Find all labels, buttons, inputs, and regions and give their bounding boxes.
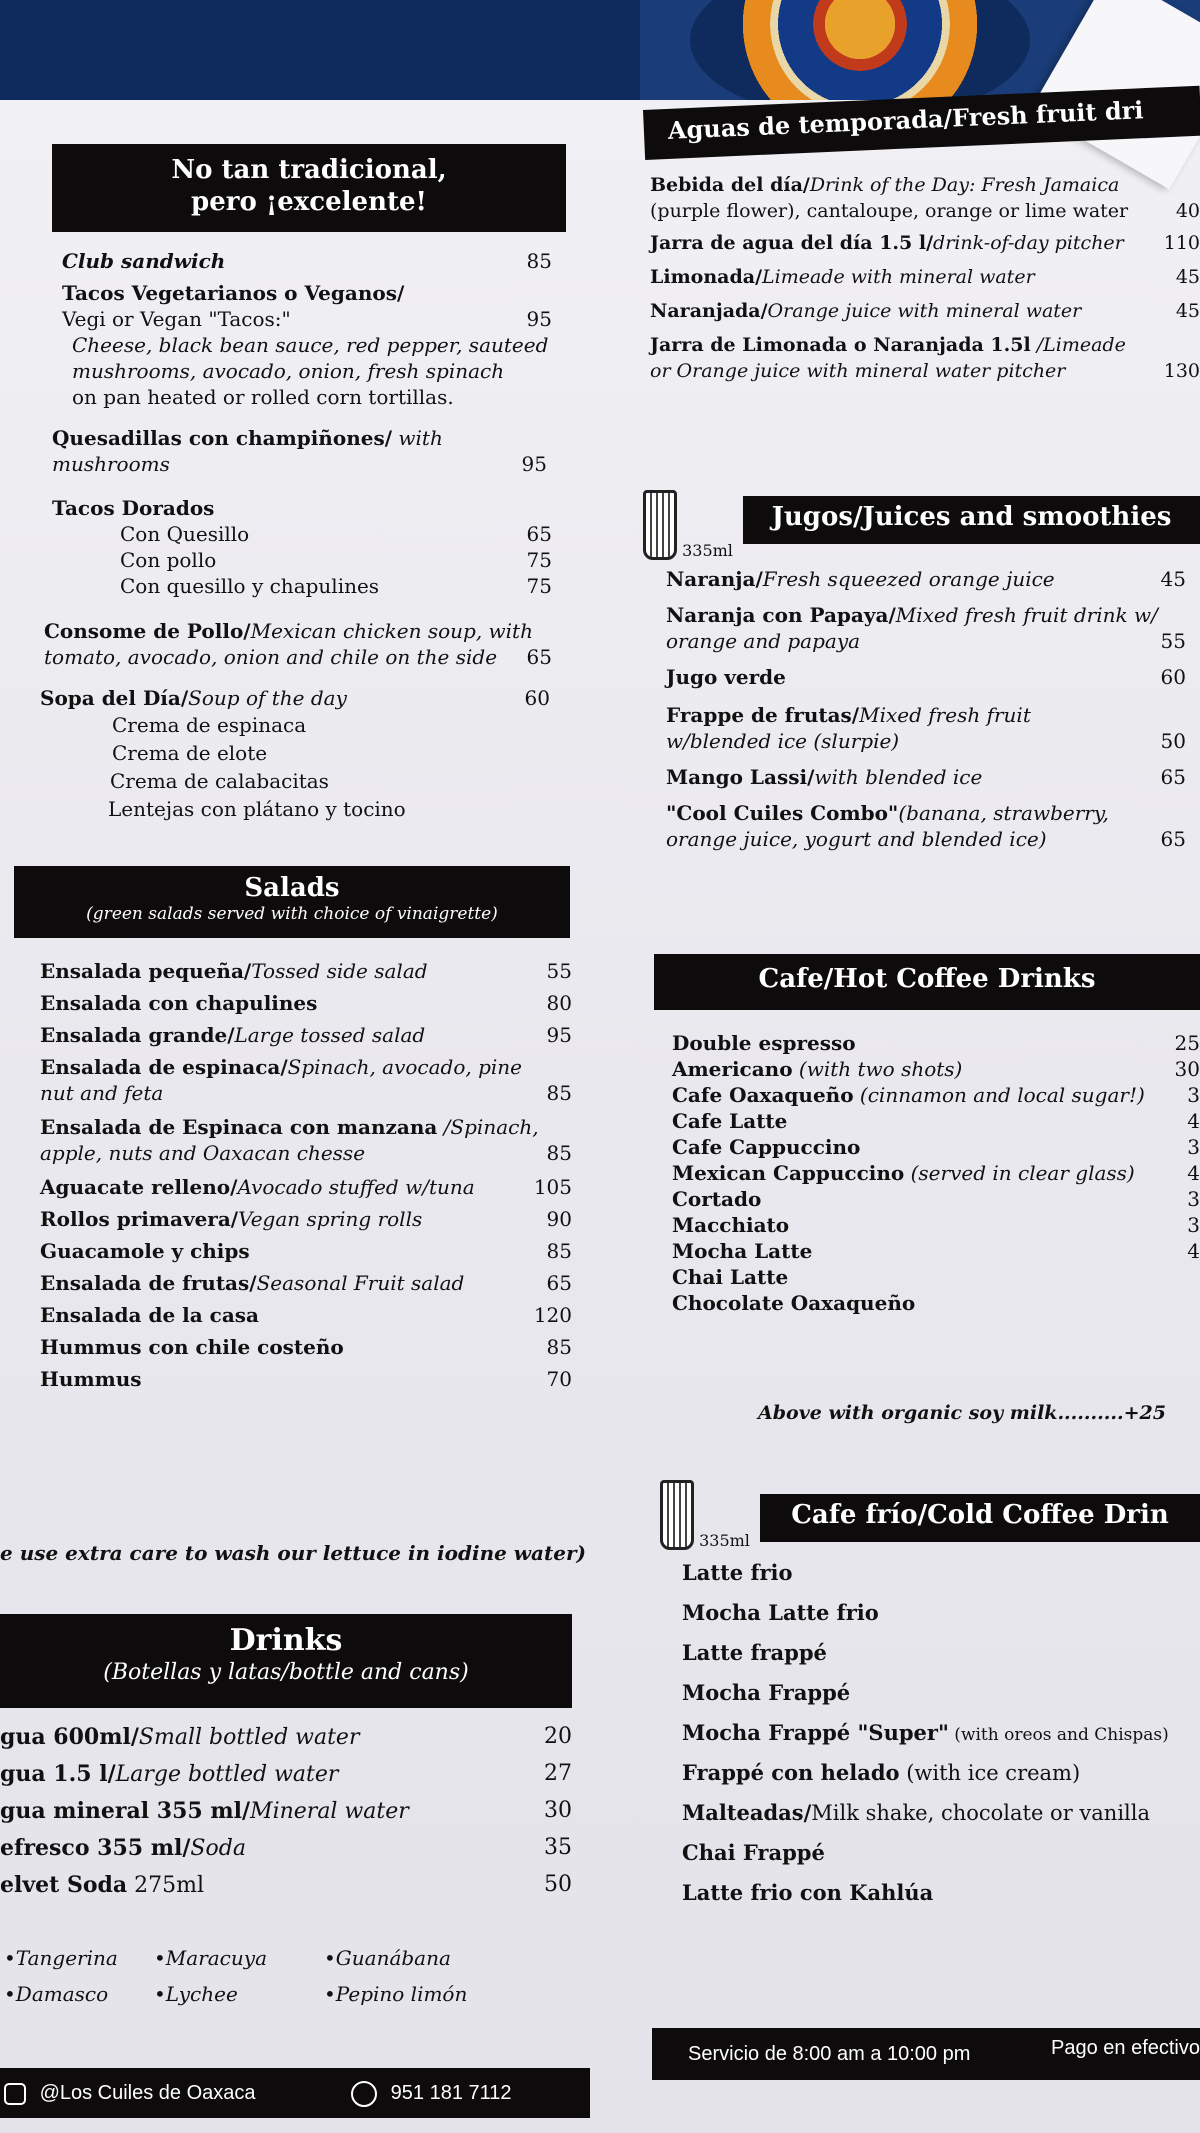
section-header-jugos — [643, 490, 1200, 560]
service-hours: Servicio de 8:00 am a 10:00 pm — [688, 2043, 971, 2065]
sopa-option: Crema de espinaca — [112, 713, 307, 737]
menu-item-cafe: Macchiato 3 — [672, 1213, 1200, 1237]
whatsapp-icon — [351, 2081, 377, 2107]
salads-list — [40, 958, 572, 1398]
glass-size: 335ml — [699, 1531, 750, 1550]
menu-item-salad: Ensalada grande/Large tossed salad 95 — [40, 1023, 572, 1047]
soda-flavors — [4, 1946, 504, 2018]
footer-left — [0, 2068, 590, 2118]
section-header-no-tan-tradicional — [52, 144, 566, 232]
item-name-line2: mushrooms — [52, 452, 170, 476]
item-name-line2: tomato, avocado, onion and chile on the side — [44, 645, 498, 669]
menu-item-consome — [44, 618, 552, 670]
menu-item-agua: Jarra de Limonada o Naranjada 1.5l /Limeade or Orange juice with mineral water pitcher 130 — [650, 334, 1200, 382]
item-name-line2: Vegi or Vegan "Tacos:" — [62, 307, 291, 331]
menu-item-sopa-del-dia — [40, 685, 550, 823]
menu-item-club-sandwich — [62, 248, 552, 274]
lettuce-note: e use extra care to wash our lettuce in iodine water) — [0, 1541, 586, 1565]
menu-item-salad: Ensalada de frutas/Seasonal Fruit salad 65 — [40, 1271, 572, 1295]
section-title-line1: No tan tradicional, — [171, 155, 447, 185]
menu-item-espinaca-manzana: Ensalada de Espinaca con manzana /Spinach, apple, nuts and Oaxacan chesse 85 — [40, 1115, 572, 1165]
menu-item-frio: Mocha Frappé — [682, 1680, 851, 1705]
item-name: Tacos Dorados — [52, 496, 215, 520]
item-price: 65 — [526, 645, 552, 669]
menu-item-drink: gua 1.5 l/Large bottled water 27 — [0, 1761, 572, 1787]
flavor: •Maracuya — [154, 1946, 267, 1970]
phone-number: 951 181 7112 — [390, 2082, 512, 2104]
glass-icon — [643, 490, 677, 560]
section-header-cafe-frio — [660, 1480, 1200, 1550]
menu-item-frio: Malteadas/Milk shake, chocolate or vanilla — [682, 1800, 1150, 1825]
section-title-line2: pero ¡excelente! — [191, 187, 427, 217]
payment-note: Pago en efectivo — [1051, 2037, 1200, 2059]
menu-item-jugo: "Cool Cuiles Combo"(banana, strawberry, orange juice, yogurt and blended ice) 65 — [666, 801, 1186, 851]
item-desc-2: mushrooms, avocado, onion, fresh spinach — [72, 359, 505, 383]
menu-item-salad: Ensalada con chapulines 80 — [40, 991, 572, 1015]
item-desc: Mexican chicken soup, with — [250, 619, 533, 643]
menu-item-salad: Ensalada pequeña/Tossed side salad 55 — [40, 959, 572, 983]
glass-icon — [660, 1480, 694, 1550]
item-name: Consome de Pollo/ — [44, 619, 251, 643]
section-header-salads — [14, 866, 570, 938]
menu-item-jugo: Frappe de frutas/Mixed fresh fruit w/blended ice (slurpie) 50 — [666, 703, 1186, 753]
menu-item-jugo: Naranja con Papaya/Mixed fresh fruit drink w/ orange and papaya 55 — [666, 603, 1186, 653]
menu-item-agua: Limonada/Limeade with mineral water 45 — [650, 266, 1200, 288]
item-desc: Soup of the day — [188, 686, 347, 710]
menu-item-frio: Latte frio — [682, 1560, 793, 1585]
jugos-list — [666, 566, 1186, 862]
item-price: 85 — [526, 249, 552, 273]
flavor: •Guanábana — [324, 1946, 451, 1970]
section-title: Drinks — [229, 1623, 343, 1658]
flavor: •Lychee — [154, 1982, 238, 2006]
flavor: •Damasco — [4, 1982, 109, 2006]
menu-item-agua: Jarra de agua del día 1.5 l/drink-of-day pitcher 110 — [650, 232, 1200, 254]
menu-item-cafe: Cortado 3 — [672, 1187, 1200, 1211]
item-desc-1: Cheese, black bean sauce, red pepper, sauteed — [72, 333, 549, 357]
menu-item-cafe: Mocha Latte 4 — [672, 1239, 1200, 1263]
menu-item-tacos-dorados — [52, 495, 552, 599]
menu-item-cafe: Chocolate Oaxaqueño — [672, 1291, 916, 1315]
menu-item-espinaca: Ensalada de espinaca/Spinach, avocado, pine nut and feta 85 — [40, 1055, 572, 1105]
menu-item-cafe: Chai Latte — [672, 1265, 789, 1289]
menu-item-drink: gua mineral 355 ml/Mineral water 30 — [0, 1798, 572, 1824]
section-subtitle: (green salads served with choice of vinaigrette) — [86, 904, 498, 924]
menu-item-cafe: Double espresso 25 — [672, 1031, 1200, 1055]
footer-right — [652, 2028, 1200, 2080]
menu-item-salad: Hummus 70 — [40, 1367, 572, 1391]
menu-item-tacos-veganos — [62, 280, 552, 410]
item-name: Quesadillas con champiñones/ — [52, 426, 393, 450]
glass-size: 335ml — [682, 541, 733, 560]
item-desc-3: on pan heated or rolled corn tortillas. — [72, 385, 454, 409]
instagram-icon — [4, 2083, 26, 2105]
item-price: 95 — [521, 452, 547, 476]
menu-item-jugo: Mango Lassi/with blended ice 65 — [666, 765, 1186, 789]
menu-item-quesadillas — [52, 425, 547, 477]
section-header-drinks — [0, 1614, 572, 1708]
menu-item-frio: Chai Frappé — [682, 1840, 825, 1865]
menu-item-frio: Latte frio con Kahlúa — [682, 1880, 934, 1905]
item-desc: with — [392, 426, 443, 450]
social-handle: @Los Cuiles de Oaxaca — [39, 2082, 256, 2104]
menu-item-frio: Latte frappé — [682, 1640, 827, 1665]
menu-item-cafe: Americano (with two shots) 30 — [672, 1057, 1200, 1081]
sopa-option: Crema de elote — [112, 741, 268, 765]
menu-item-salad: Ensalada de la casa 120 — [40, 1303, 572, 1327]
menu-item-jugo: Naranja/Fresh squeezed orange juice 45 — [666, 567, 1186, 591]
flavor: •Tangerina — [4, 1946, 118, 1970]
sopa-option: Crema de calabacitas — [110, 769, 329, 793]
menu-item-salad: Guacamole y chips 85 — [40, 1239, 572, 1263]
menu-item-frio: Mocha Frappé "Super" (with oreos and Chispas) — [682, 1720, 1169, 1745]
menu-item-salad: Aguacate relleno/Avocado stuffed w/tuna 105 — [40, 1175, 572, 1199]
drinks-list — [0, 1724, 572, 1909]
item-price: 60 — [524, 686, 550, 710]
section-subtitle: (Botellas y latas/bottle and cans) — [103, 1660, 469, 1685]
section-title: Salads — [244, 873, 340, 903]
option-con-quesillo-chapulines: Con quesillo y chapulines 75 — [120, 574, 552, 598]
section-title: Cafe frío/Cold Coffee Drin — [791, 1500, 1169, 1530]
sopa-option: Lentejas con plátano y tocino — [108, 797, 406, 821]
menu-item-jugo: Jugo verde 60 — [666, 665, 1186, 689]
aguas-list — [650, 172, 1200, 392]
section-header-cafe: Cafe/Hot Coffee Drinks — [654, 954, 1200, 1010]
section-title: Jugos/Juices and smoothies — [771, 502, 1172, 532]
section-header-aguas: Aguas de temporada/Fresh fruit dri — [643, 86, 1200, 160]
menu-item-salad: Rollos primavera/Vegan spring rolls 90 — [40, 1207, 572, 1231]
cafe-list — [672, 1030, 1200, 1316]
menu-item-drink: efresco 355 ml/Soda 35 — [0, 1835, 572, 1861]
item-price: 95 — [526, 307, 552, 331]
soy-milk-note: Above with organic soy milk..........+25 — [758, 1402, 1166, 1424]
menu-item-cafe: Cafe Oaxaqueño (cinnamon and local sugar!) 3 — [672, 1083, 1200, 1107]
item-name: Club sandwich — [62, 249, 226, 273]
menu-item-cafe: Cafe Cappuccino 3 — [672, 1135, 1200, 1159]
menu-item-frio: Mocha Latte frio — [682, 1600, 879, 1625]
menu-item-cafe: Cafe Latte 4 — [672, 1109, 1200, 1133]
menu-item-agua: Bebida del día/Drink of the Day: Fresh Jamaica (purple flower), cantaloupe, orange or lime water 40 — [650, 174, 1200, 222]
menu-item-frio: Frappé con helado (with ice cream) — [682, 1760, 1081, 1785]
option-con-quesillo: Con Quesillo 65 — [120, 522, 552, 546]
menu-item-agua: Naranjada/Orange juice with mineral water 45 — [650, 300, 1200, 322]
menu-item-salad: Hummus con chile costeño 85 — [40, 1335, 572, 1359]
option-con-pollo: Con pollo 75 — [120, 548, 552, 572]
item-name: Tacos Vegetarianos o Veganos/ — [62, 281, 405, 305]
flavor: •Pepino limón — [324, 1982, 468, 2006]
item-name: Sopa del Día/ — [40, 686, 189, 710]
menu-item-cafe: Mexican Cappuccino (served in clear glass) 4 — [672, 1161, 1200, 1185]
menu-item-drink: gua 600ml/Small bottled water 20 — [0, 1724, 572, 1750]
menu-item-drink: elvet Soda 275ml 50 — [0, 1872, 572, 1898]
frio-list — [682, 1560, 1200, 1920]
